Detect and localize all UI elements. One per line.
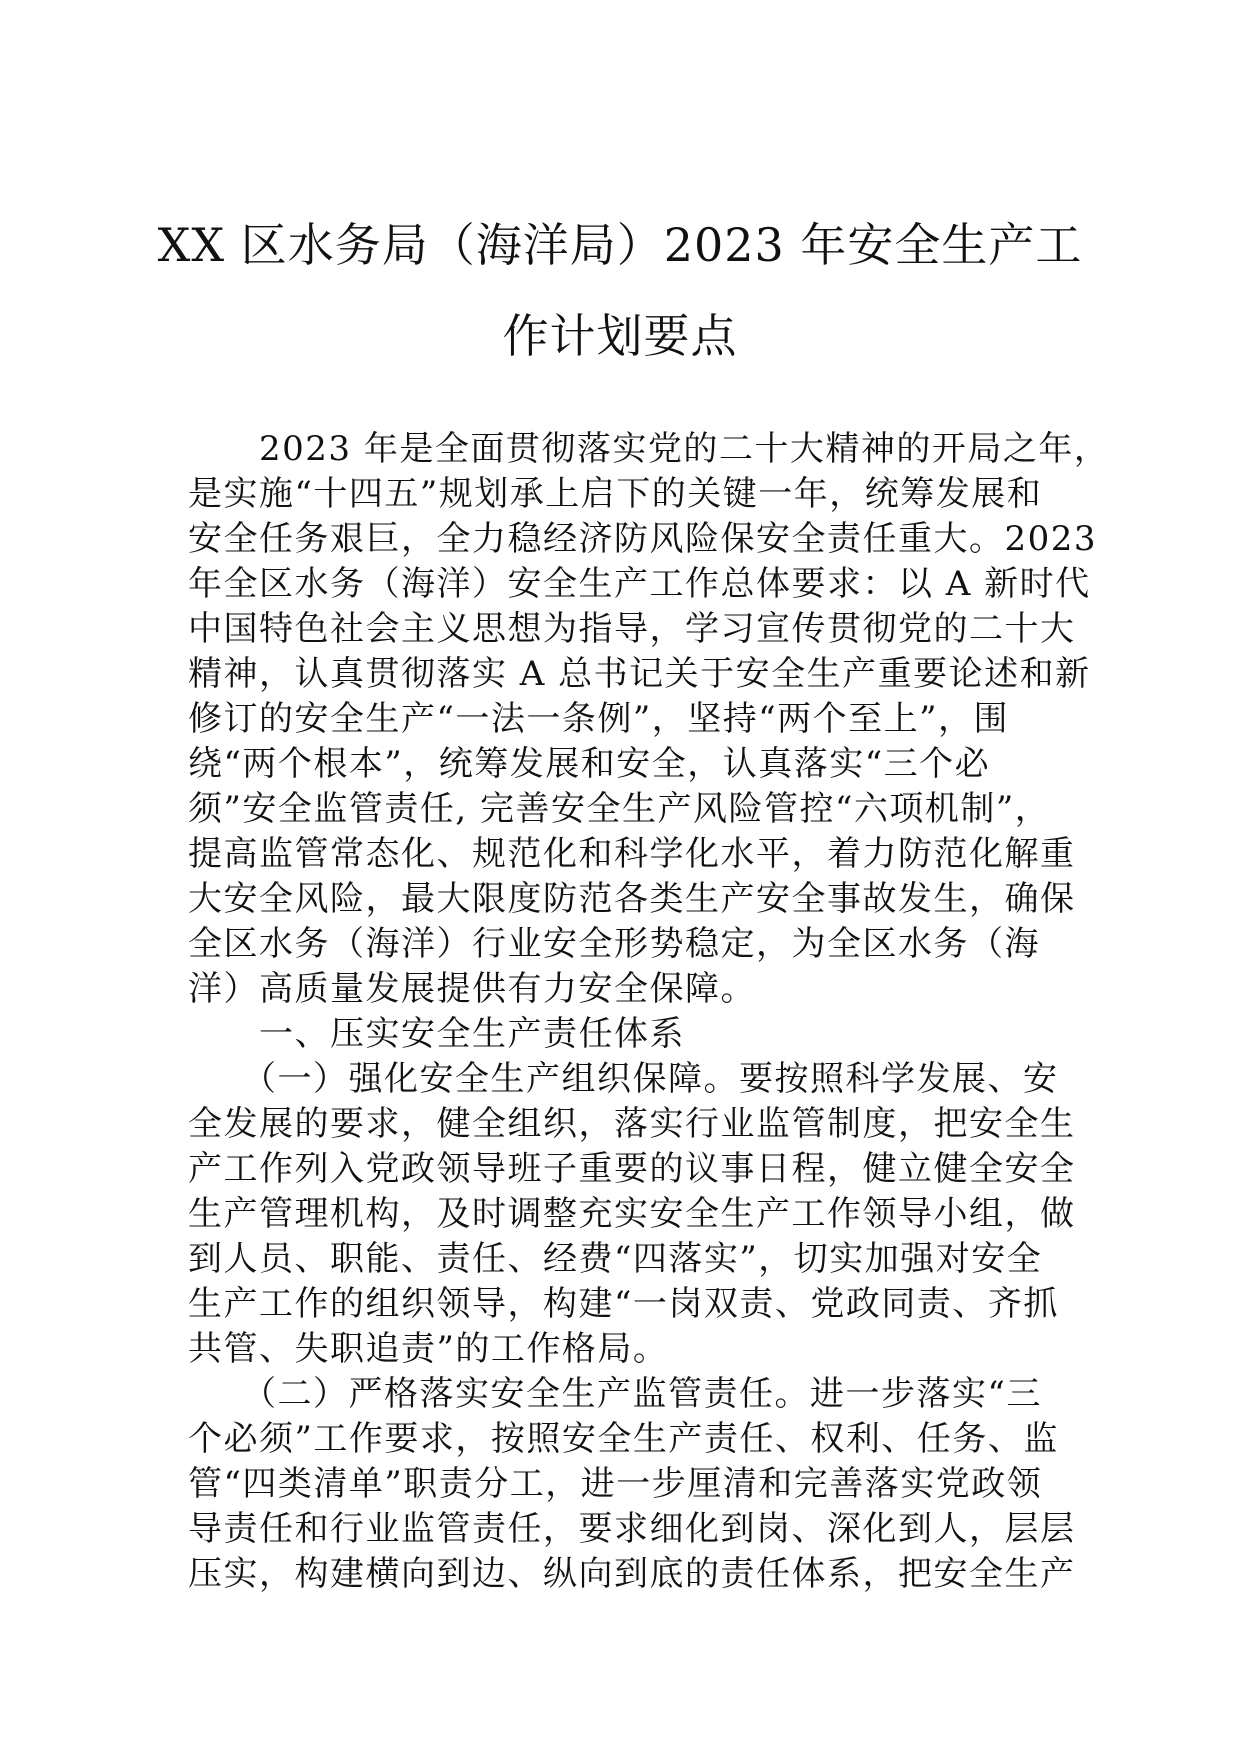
body-line: 全发展的要求，健全组织，落实行业监管制度，把安全生 [188,1104,1076,1144]
body-line: 中国特色社会主义思想为指导，学习宣传贯彻党的二十大 [188,609,1076,649]
body-line: 管“四类清单”职责分工，进一步厘清和完善落实党政领 [188,1464,1043,1504]
body-line: 到人员、职能、责任、经费“四落实”，切实加强对安全 [188,1239,1043,1279]
body-line: 安全任务艰巨，全力稳经济防风险保安全责任重大。2023 [188,519,1098,559]
body-line: 年全区水务（海洋）安全生产工作总体要求：以 A 新时代 [188,564,1091,604]
body-line: 须”安全监管责任, 完善安全生产风险管控“六项机制”， [188,789,1051,829]
body-line: 2023 年是全面贯彻落实党的二十大精神的开局之年， [188,429,1110,469]
body-line: 生产工作的组织领导，构建“一岗双责、党政同责、齐抓 [188,1284,1059,1324]
body-line: 个必须”工作要求，按照安全生产责任、权利、任务、监 [188,1419,1059,1459]
body-line: 大安全风险，最大限度防范各类生产安全事故发生，确保 [188,879,1076,919]
document-title-line-2: 作计划要点 [502,309,738,363]
body-line: 是实施“十四五”规划承上启下的关键一年，统筹发展和 [188,474,1043,514]
body-line: 洋）高质量发展提供有力安全保障。 [188,969,756,1009]
body-line: 导责任和行业监管责任，要求细化到岗、深化到人，层层 [188,1509,1076,1549]
section-heading: 一、压实安全生产责任体系 [188,1014,685,1054]
body-line: 修订的安全生产“一法一条例”，坚持“两个至上”，围 [188,699,1010,739]
body-line: （二）严格落实安全生产监管责任。进一步落实“三 [188,1374,1042,1414]
document-body [188,427,1110,1597]
body-line: （一）强化安全生产组织保障。要按照科学发展、安 [188,1059,1059,1099]
body-line: 提高监管常态化、规范化和科学化水平，着力防范化解重 [188,834,1076,874]
body-line: 精神，认真贯彻落实 A 总书记关于安全生产重要论述和新 [188,654,1091,694]
body-line: 压实，构建横向到边、纵向到底的责任体系，把安全生产 [188,1554,1076,1594]
document-title-line-1: XX 区水务局（海洋局）2023 年安全生产工 [157,218,1083,272]
body-line: 共管、失职追责”的工作格局。 [188,1329,669,1369]
body-line: 生产管理机构，及时调整充实安全生产工作领导小组，做 [188,1194,1076,1234]
body-line: 产工作列入党政领导班子重要的议事日程，健立健全安全 [188,1149,1076,1189]
body-line: 全区水务（海洋）行业安全形势稳定，为全区水务（海 [188,924,1040,964]
body-line: 绕“两个根本”，统筹发展和安全，认真落实“三个必 [188,744,991,784]
